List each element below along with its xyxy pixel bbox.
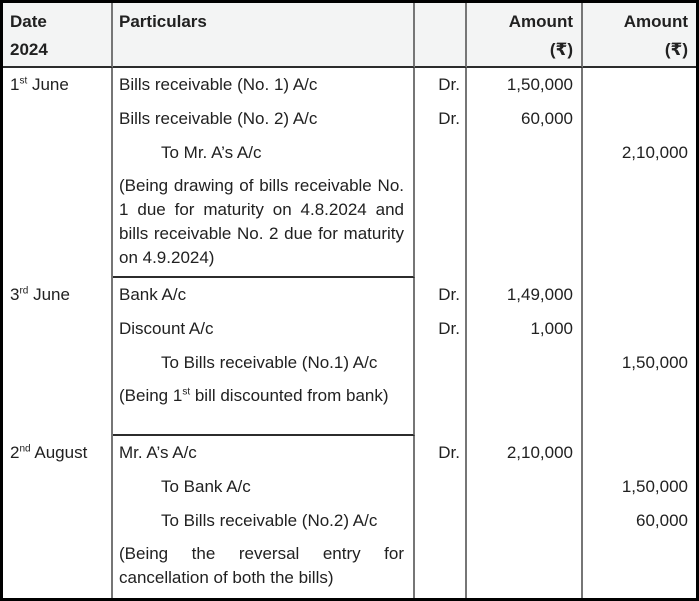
debit-amount-cell [467, 470, 583, 504]
account-cell [113, 346, 415, 380]
text-segment: (Being 1 [119, 386, 183, 405]
text-segment: To Bills receivable (No.1) A/c [161, 353, 378, 372]
text-segment: Bills receivable (No. 1) A/c [119, 75, 318, 94]
header-date-line1: Date [10, 12, 47, 31]
dr-label-cell [415, 170, 467, 278]
dr-label-cell: Dr. [415, 68, 467, 102]
header-dr-empty [415, 3, 467, 68]
date-cell [3, 346, 113, 380]
account-cell [113, 504, 415, 538]
text-segment: To Bank A/c [161, 477, 251, 496]
account-cell [113, 312, 415, 346]
date-cell [3, 68, 113, 102]
header-amount-credit-line1: Amount [623, 12, 688, 31]
debit-amount-cell [467, 136, 583, 170]
date-cell [3, 436, 113, 470]
narration-cell [113, 170, 415, 278]
date-cell [3, 136, 113, 170]
debit-amount-cell: 60,000 [467, 102, 583, 136]
dr-label-cell [415, 470, 467, 504]
credit-amount-cell [583, 68, 696, 102]
dr-label-cell [415, 380, 467, 436]
ordinal-superscript: st [19, 75, 28, 87]
ordinal-superscript: nd [19, 443, 31, 455]
dr-label-cell [415, 136, 467, 170]
credit-amount-cell: 2,10,000 [621, 143, 688, 162]
header-amount-credit [583, 3, 696, 68]
text-segment: Bills receivable (No. 2) A/c [119, 109, 318, 128]
header-date [3, 3, 113, 68]
header-date-line2: 2024 [10, 40, 48, 59]
header-amount-credit-rupee: (₹) [664, 40, 688, 59]
credit-amount-cell [583, 102, 696, 136]
ordinal-superscript: st [182, 386, 191, 398]
credit-amount-cell [583, 436, 696, 470]
narration-cell [113, 380, 415, 436]
account-cell [113, 278, 415, 312]
account-cell [113, 136, 415, 170]
text-segment: June [28, 285, 70, 304]
date-cell [3, 278, 113, 312]
debit-amount-cell [467, 380, 583, 436]
text-segment: 2 [10, 443, 20, 462]
dr-label-cell: Dr. [415, 278, 467, 312]
date-cell [3, 538, 113, 598]
text-segment: Bank A/c [119, 285, 187, 304]
account-cell [113, 102, 415, 136]
debit-amount-cell [467, 538, 583, 598]
header-amount-debit-line1: Amount [508, 12, 573, 31]
text-segment: (Being drawing of bills receivable No. 1 due for maturity on 4.8.2024 and bills receivable No. 2 due for maturity on 4.9.2024) [119, 176, 404, 267]
header-particulars [113, 3, 415, 68]
text-segment: To Mr. A’s A/c [161, 143, 262, 162]
text-segment: 1 [10, 75, 20, 94]
dr-label-cell [415, 504, 467, 538]
text-segment: 3 [10, 285, 20, 304]
credit-amount-cell [583, 538, 696, 598]
date-cell [3, 380, 113, 436]
debit-amount-cell [467, 170, 583, 278]
dr-label-cell: Dr. [415, 102, 467, 136]
text-segment: bill discounted from bank) [190, 386, 389, 405]
date-cell [3, 470, 113, 504]
credit-amount-cell [583, 312, 696, 346]
dr-label-cell [415, 346, 467, 380]
account-cell [113, 68, 415, 102]
text-segment: August [30, 443, 88, 462]
credit-amount-cell: 1,50,000 [621, 353, 688, 372]
debit-amount-cell: 2,10,000 [467, 436, 583, 470]
account-cell [113, 470, 415, 504]
text-segment: Mr. A’s A/c [119, 443, 197, 462]
dr-label-cell: Dr. [415, 312, 467, 346]
credit-amount-cell [583, 380, 696, 436]
header-particulars-label: Particulars [119, 12, 207, 31]
text-segment: June [27, 75, 69, 94]
credit-amount-cell: 1,50,000 [621, 477, 688, 496]
date-cell [3, 312, 113, 346]
header-amount-debit [467, 3, 583, 68]
text-segment: (Being the reversal entry for cancellation of both the bills) [119, 544, 404, 587]
ordinal-superscript: rd [19, 285, 29, 297]
text-segment: To Bills receivable (No.2) A/c [161, 511, 378, 530]
narration-cell [113, 538, 415, 598]
date-cell [3, 170, 113, 278]
account-cell [113, 436, 415, 470]
credit-amount-cell: 60,000 [636, 511, 688, 530]
date-cell [3, 102, 113, 136]
debit-amount-cell [467, 346, 583, 380]
header-amount-debit-rupee: (₹) [549, 40, 573, 59]
date-cell [3, 504, 113, 538]
text-segment: Discount A/c [119, 319, 214, 338]
credit-amount-cell [583, 170, 696, 278]
dr-label-cell: Dr. [415, 436, 467, 470]
credit-amount-cell [583, 278, 696, 312]
debit-amount-cell: 1,000 [467, 312, 583, 346]
debit-amount-cell: 1,49,000 [467, 278, 583, 312]
debit-amount-cell [467, 504, 583, 538]
dr-label-cell [415, 538, 467, 598]
debit-amount-cell: 1,50,000 [467, 68, 583, 102]
